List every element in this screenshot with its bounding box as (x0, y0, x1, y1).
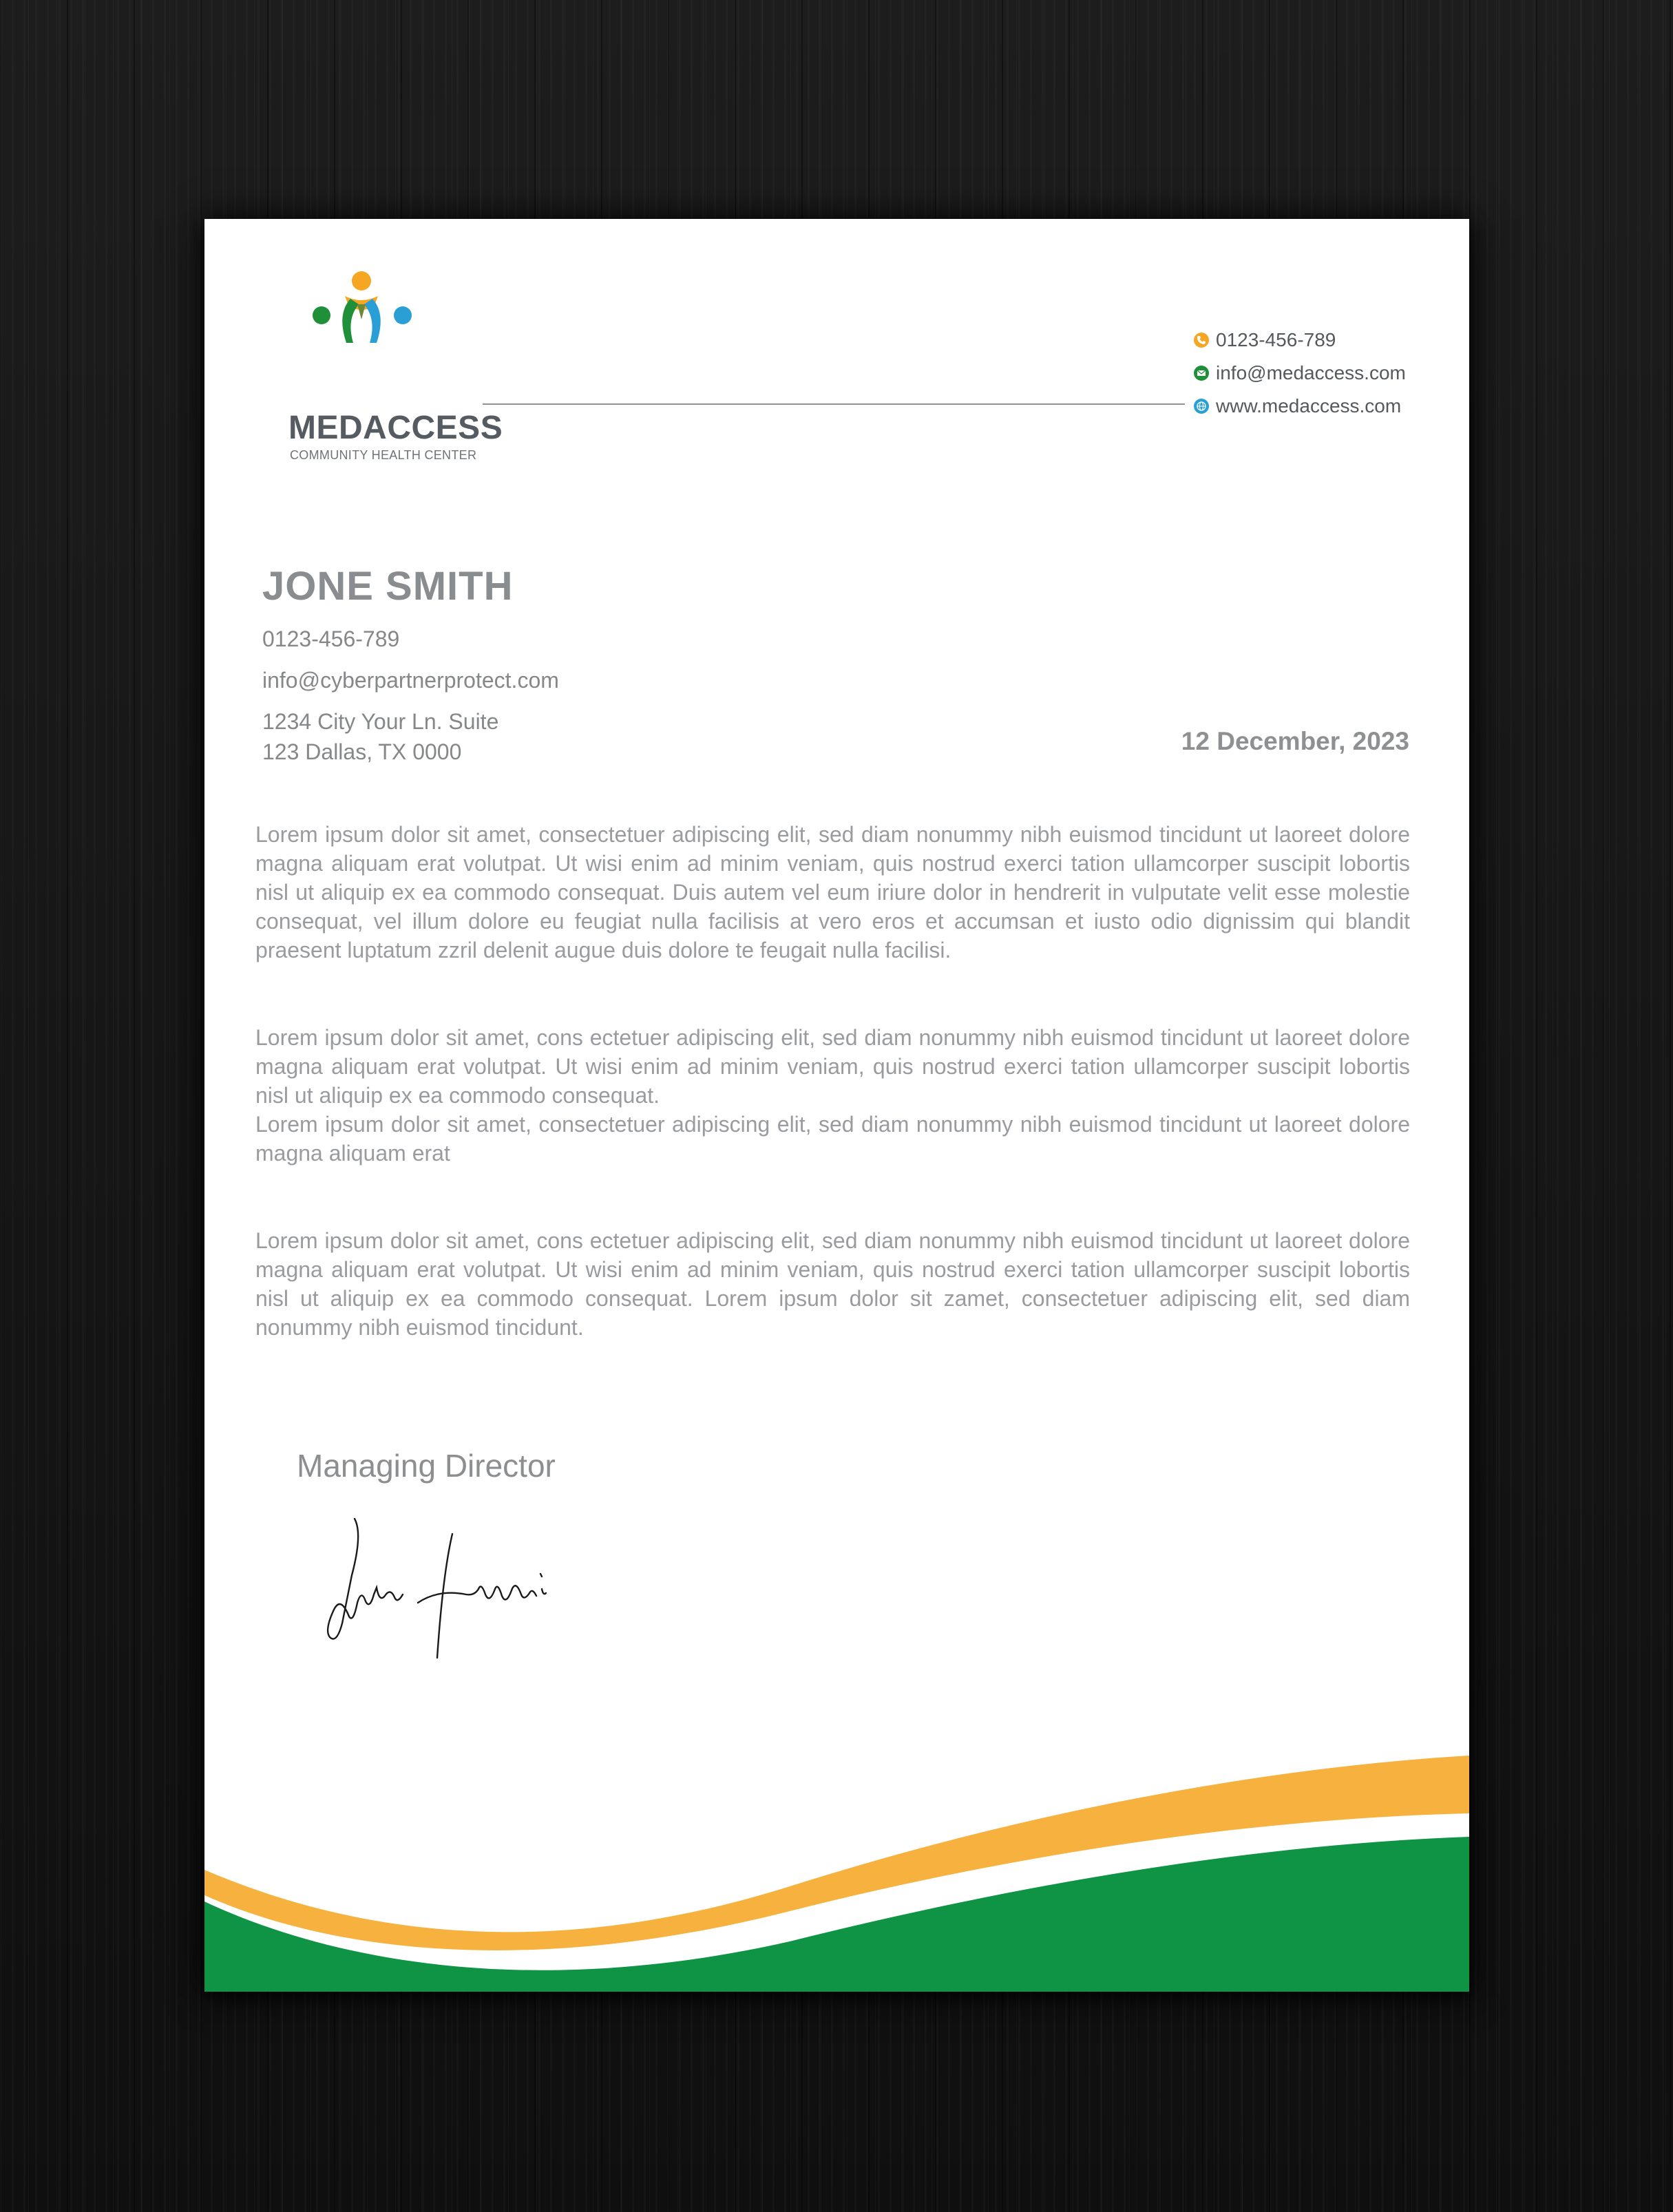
brand-name: MEDACCESS (288, 410, 503, 446)
contact-phone-text[interactable]: 0123-456-789 (1216, 329, 1336, 350)
mail-icon (1194, 366, 1209, 381)
phone-icon (1194, 333, 1209, 348)
letterhead-page (204, 219, 1469, 1992)
company-logo (244, 271, 503, 462)
contact-phone (1194, 324, 1406, 357)
recipient-name: JONE SMITH (262, 564, 514, 609)
body-paragraph: Lorem ipsum dolor sit amet, cons ectetuer adipiscing elit, sed diam nonummy nibh euismod tincidunt ut laoreet dolore magna aliquam erat volutpat. Ut wisi enim ad minim veniam, quis nostrud exerci tation ullamcorper suscipit lobortis nisl ut aliquip ex ea commodo consequat. (255, 1025, 1410, 1108)
contact-email (1194, 357, 1406, 390)
contact-block (1194, 324, 1406, 423)
medaccess-logo-icon (306, 271, 417, 354)
body-paragraph: Lorem ipsum dolor sit amet, consectetuer adipiscing elit, sed diam nonummy nibh euismod tincidunt ut laoreet dolore magna aliquam erat (255, 1112, 1410, 1166)
body-paragraph: Lorem ipsum dolor sit amet, consectetuer adipiscing elit, sed diam nonummy nibh euismod tincidunt ut laoreet dolore magna aliquam erat volutpat. Ut wisi enim ad minim veniam, quis nostrud exerci tation ullamcorper suscipit lobortis nisl ut aliquip ex ea commodo consequat. Duis autem vel eum iriure dolor in hendrerit in vulputate velit esse molestie consequat, vel illum dolore eu feugiat nulla facilisis at vero eros et accumsan et iusto odio dignissim qui blandit praesent luptatum zzril delenit augue duis dolore te feugait nulla facilisi. (255, 822, 1410, 962)
contact-website (1194, 390, 1406, 423)
signatory-title: Managing Director (297, 1448, 556, 1484)
footer-wave-decoration (204, 1756, 1469, 1992)
recipient-email: info@cyberpartnerprotect.com (262, 668, 559, 693)
contact-website-text[interactable]: www.medaccess.com (1216, 395, 1402, 417)
contact-email-text[interactable]: info@medaccess.com (1216, 362, 1406, 383)
header-divider (483, 403, 1185, 405)
recipient-address-line1: 1234 City Your Ln. Suite (262, 709, 499, 734)
globe-icon (1194, 399, 1209, 414)
body-paragraph: Lorem ipsum dolor sit amet, cons ectetuer adipiscing elit, sed diam nonummy nibh euismod tincidunt ut laoreet dolore magna aliquam erat volutpat. Ut wisi enim ad minim veniam, quis nostrud exerci tation ullamcorper suscipit lobortis nisl ut aliquip ex ea commodo consequat. Lorem ipsum dolor sit zamet, consectetuer adipiscing elit, sed diam nonummy nibh euismod tincidunt. (255, 1228, 1410, 1340)
letter-date: 12 December, 2023 (1181, 727, 1409, 755)
recipient-phone: 0123-456-789 (262, 626, 400, 651)
handwritten-signature (322, 1513, 569, 1672)
brand-tagline: COMMUNITY HEALTH CENTER (290, 448, 477, 462)
recipient-address-line2: 123 Dallas, TX 0000 (262, 739, 462, 764)
